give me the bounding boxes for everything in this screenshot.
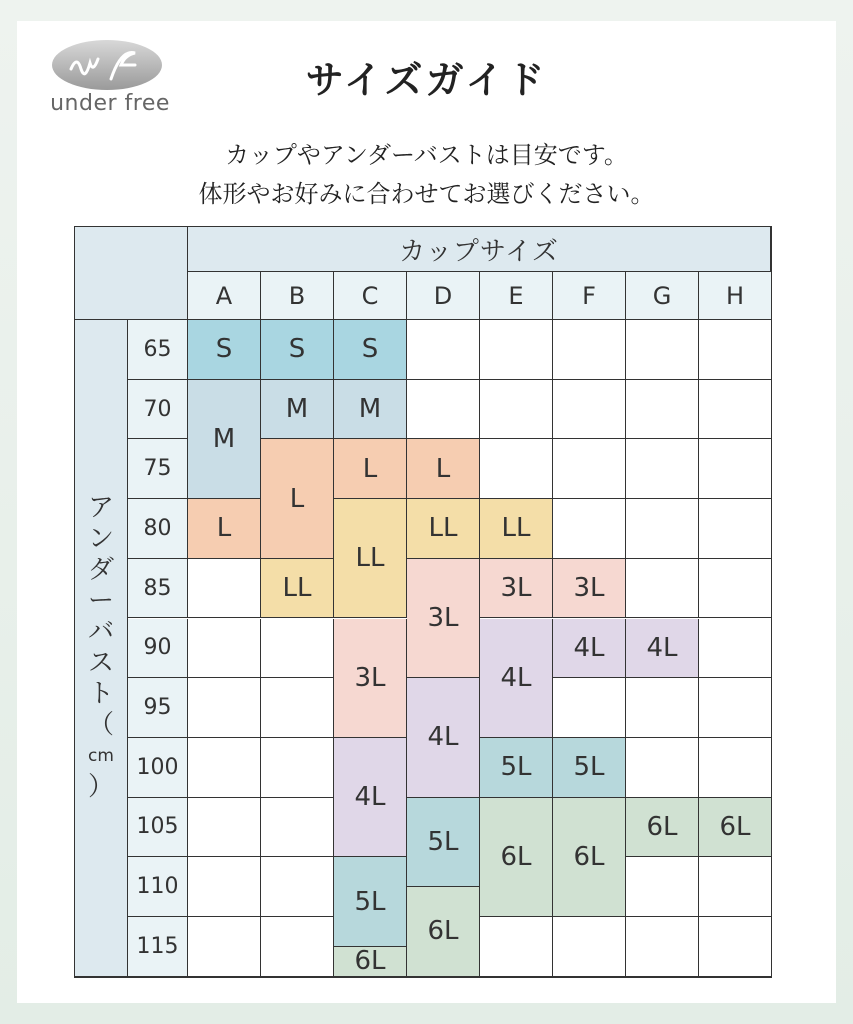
size-cell-4l: 4L xyxy=(626,619,699,679)
empty-cell xyxy=(626,380,699,440)
size-cell-5l: 5L xyxy=(407,798,480,888)
size-cell-l: L xyxy=(407,439,480,499)
empty-cell xyxy=(188,798,261,858)
empty-cell xyxy=(188,559,261,619)
size-cell-6l: 6L xyxy=(480,798,553,917)
underbust-header-char: ） xyxy=(87,772,114,802)
empty-cell xyxy=(553,380,626,440)
note-line-1: カップやアンダーバストは目安です。 xyxy=(225,141,628,169)
empty-cell xyxy=(626,439,699,499)
empty-cell xyxy=(480,439,553,499)
size-cell-4l: 4L xyxy=(334,738,407,857)
underbust-label-95: 95 xyxy=(128,678,188,738)
size-cell-ll: LL xyxy=(261,559,334,619)
size-cell-s: S xyxy=(261,320,334,380)
cup-label-h: H xyxy=(699,272,772,320)
size-cell-4l: 4L xyxy=(407,678,480,797)
size-table xyxy=(74,226,772,978)
page-title: サイズガイド xyxy=(305,58,548,102)
underbust-label-65: 65 xyxy=(128,320,188,380)
size-cell-6l: 6L xyxy=(626,798,699,858)
size-cell-s: S xyxy=(188,320,261,380)
empty-cell xyxy=(626,320,699,380)
empty-cell xyxy=(626,917,699,977)
size-cell-3l: 3L xyxy=(553,559,626,619)
size-cell-3l: 3L xyxy=(334,619,407,738)
cup-size-header: カップサイズ xyxy=(188,227,771,272)
underbust-header-char: バ xyxy=(87,617,114,647)
size-cell-6l: 6L xyxy=(407,887,480,977)
empty-cell xyxy=(626,559,699,619)
underbust-header-char: （ xyxy=(87,710,114,740)
underbust-header-char: ダ xyxy=(87,555,114,585)
cup-label-g: G xyxy=(626,272,699,320)
empty-cell xyxy=(261,857,334,917)
empty-cell xyxy=(699,439,772,499)
empty-cell xyxy=(261,917,334,977)
empty-cell xyxy=(407,380,480,440)
underbust-label-85: 85 xyxy=(128,559,188,619)
size-cell-l: L xyxy=(334,439,407,499)
size-cell-l: L xyxy=(261,439,334,558)
cup-label-b: B xyxy=(261,272,334,320)
empty-cell xyxy=(626,499,699,559)
empty-cell xyxy=(553,439,626,499)
empty-cell xyxy=(699,499,772,559)
underbust-label-100: 100 xyxy=(128,738,188,798)
empty-cell xyxy=(261,678,334,738)
empty-cell xyxy=(699,917,772,977)
underbust-label-75: 75 xyxy=(128,439,188,499)
corner-cell xyxy=(75,227,188,320)
empty-cell xyxy=(407,320,480,380)
empty-cell xyxy=(261,798,334,858)
cup-label-f: F xyxy=(553,272,626,320)
empty-cell xyxy=(553,499,626,559)
empty-cell xyxy=(699,678,772,738)
size-cell-ll: LL xyxy=(334,499,407,618)
empty-cell xyxy=(553,320,626,380)
underbust-label-90: 90 xyxy=(128,619,188,679)
empty-cell xyxy=(261,738,334,798)
empty-cell xyxy=(261,619,334,679)
underbust-header-char: ス xyxy=(87,648,114,678)
empty-cell xyxy=(553,678,626,738)
empty-cell xyxy=(626,857,699,917)
underbust-label-110: 110 xyxy=(128,857,188,917)
empty-cell xyxy=(553,917,626,977)
size-cell-4l: 4L xyxy=(553,619,626,679)
empty-cell xyxy=(188,857,261,917)
empty-cell xyxy=(699,619,772,679)
underbust-label-80: 80 xyxy=(128,499,188,559)
size-cell-5l: 5L xyxy=(334,857,407,947)
empty-cell xyxy=(699,559,772,619)
empty-cell xyxy=(626,678,699,738)
cup-label-d: D xyxy=(407,272,480,320)
underbust-header-char: cm xyxy=(88,746,114,766)
empty-cell xyxy=(188,917,261,977)
empty-cell xyxy=(699,738,772,798)
underbust-header-char: ー xyxy=(87,586,114,616)
size-cell-m: M xyxy=(261,380,334,440)
size-cell-ll: LL xyxy=(407,499,480,559)
size-cell-6l: 6L xyxy=(334,947,407,977)
empty-cell xyxy=(626,738,699,798)
underbust-header-char: ト xyxy=(87,679,114,709)
cup-label-a: A xyxy=(188,272,261,320)
size-cell-5l: 5L xyxy=(553,738,626,798)
underbust-header-char: ア xyxy=(87,493,114,523)
underbust-header-char: ン xyxy=(87,524,114,554)
cup-label-c: C xyxy=(334,272,407,320)
underbust-label-105: 105 xyxy=(128,798,188,858)
empty-cell xyxy=(480,320,553,380)
empty-cell xyxy=(480,380,553,440)
size-cell-ll: LL xyxy=(480,499,553,559)
empty-cell xyxy=(699,320,772,380)
empty-cell xyxy=(480,917,553,977)
size-cell-l: L xyxy=(188,499,261,559)
empty-cell xyxy=(188,678,261,738)
underbust-header xyxy=(75,320,128,977)
size-cell-4l: 4L xyxy=(480,619,553,738)
note-line-2: 体形やお好みに合わせてお選びください。 xyxy=(198,180,655,208)
empty-cell xyxy=(699,380,772,440)
size-cell-s: S xyxy=(334,320,407,380)
size-cell-3l: 3L xyxy=(407,559,480,678)
size-cell-m: M xyxy=(334,380,407,440)
empty-cell xyxy=(188,619,261,679)
underbust-label-115: 115 xyxy=(128,917,188,977)
empty-cell xyxy=(188,738,261,798)
cup-label-e: E xyxy=(480,272,553,320)
size-cell-6l: 6L xyxy=(699,798,772,858)
size-cell-3l: 3L xyxy=(480,559,553,619)
empty-cell xyxy=(699,857,772,917)
size-cell-m: M xyxy=(188,380,261,499)
size-cell-5l: 5L xyxy=(480,738,553,798)
underbust-label-70: 70 xyxy=(128,380,188,440)
size-cell-6l: 6L xyxy=(553,798,626,917)
brand-name: under free xyxy=(50,91,170,116)
